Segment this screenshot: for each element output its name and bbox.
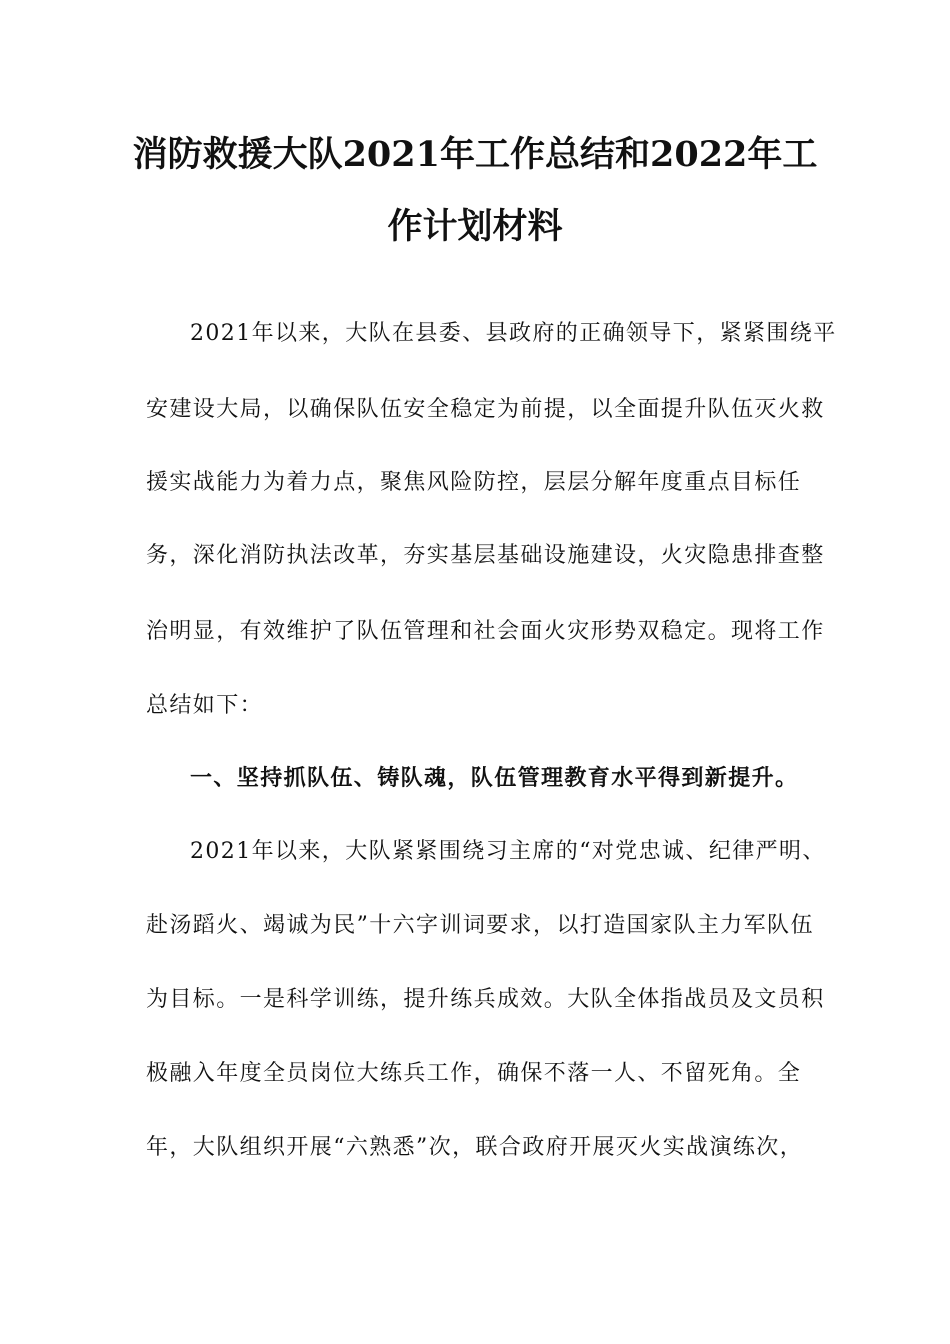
section-line-5: 年，大队组织开展“六熟悉”次，联合政府开展灭火实战演练次，	[146, 1135, 804, 1160]
section-line-2: 赴汤蹈火、竭诚为民”十六字训词要求，以打造国家队主力军队伍	[146, 913, 814, 938]
document-title-line-1: 消防救援大队2021年工作总结和2022年工	[132, 134, 818, 175]
intro-line-1: 2021年以来，大队在县委、县政府的正确领导下，紧紧围绕平	[190, 321, 837, 346]
intro-line-2: 安建设大局，以确保队伍安全稳定为前提，以全面提升队伍灭火救	[146, 397, 825, 422]
section-line-1: 2021年以来，大队紧紧围绕习主席的“对党忠诚、纪律严明、	[190, 839, 826, 864]
document-title-line-2: 作计划材料	[387, 206, 563, 247]
intro-line-4: 务，深化消防执法改革，夯实基层基础设施建设，火灾隐患排查整	[146, 543, 825, 568]
section-heading: 一、坚持抓队伍、铸队魂，队伍管理教育水平得到新提升。	[190, 765, 799, 791]
section-line-3: 为目标。一是科学训练，提升练兵成效。大队全体指战员及文员积	[146, 987, 825, 1012]
intro-line-5: 治明显，有效维护了队伍管理和社会面火灾形势双稳定。现将工作	[146, 619, 825, 644]
section-line-4: 极融入年度全员岗位大练兵工作，确保不落一人、不留死角。全	[146, 1061, 802, 1086]
intro-line-3: 援实战能力为着力点，聚焦风险防控，层层分解年度重点目标任	[146, 470, 802, 495]
intro-line-6: 总结如下：	[146, 693, 264, 718]
